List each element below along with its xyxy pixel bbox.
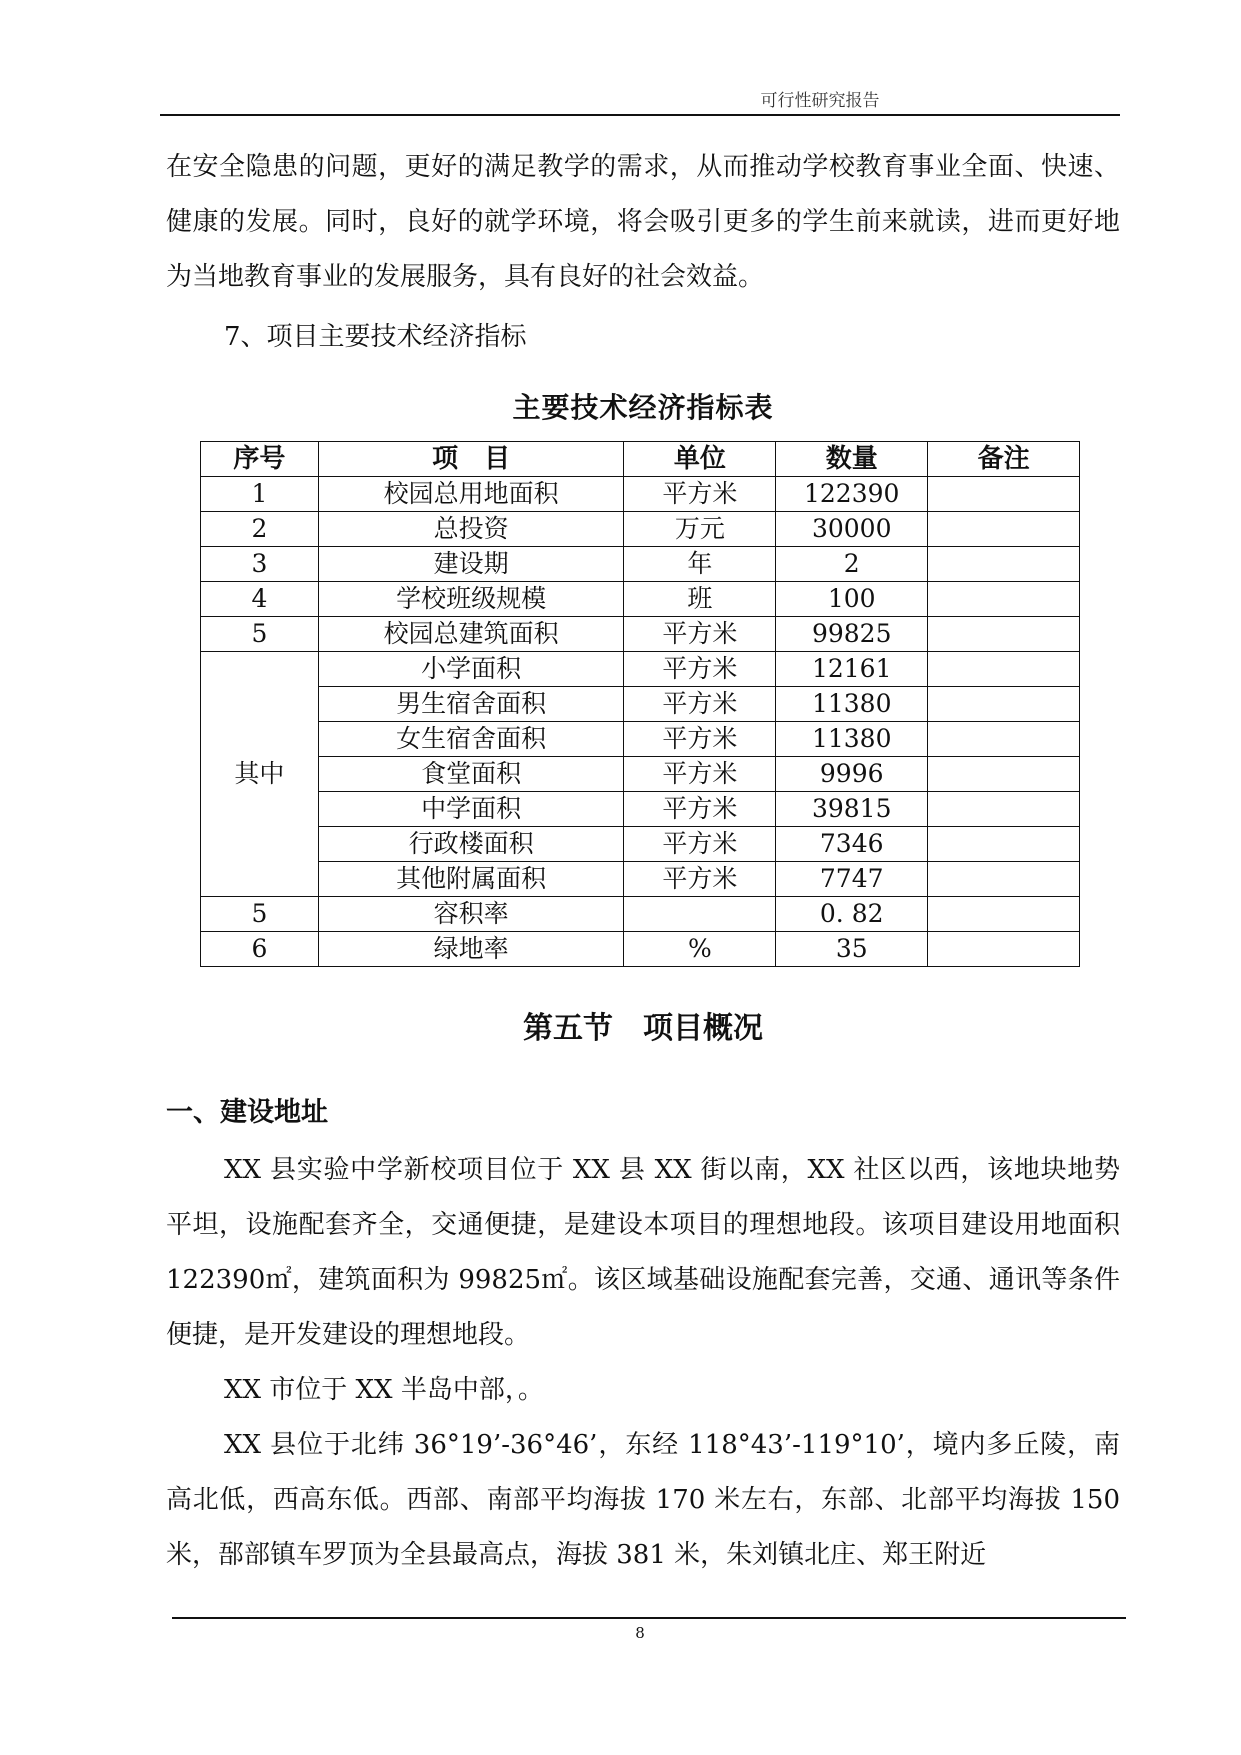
cell-qty: 122390 — [776, 477, 928, 512]
header-title: 可行性研究报告 — [760, 91, 880, 111]
cell-item: 绿地率 — [318, 932, 624, 967]
cell-qty: 11380 — [776, 722, 928, 757]
indicator-table — [200, 441, 1080, 967]
table-row — [201, 862, 1080, 897]
table-header-row — [201, 442, 1080, 477]
header-cell-no: 序号 — [201, 442, 319, 477]
cell-item: 行政楼面积 — [318, 827, 624, 862]
cell-qty: 12161 — [776, 652, 928, 687]
cell-no: 1 — [201, 477, 319, 512]
cell-note — [928, 722, 1080, 757]
group-label-cell: 其中 — [201, 652, 319, 897]
header-cell-item: 项 目 — [318, 442, 624, 477]
subsection-title: 一、建设地址 — [166, 1097, 328, 1128]
header-cell-unit: 单位 — [624, 442, 776, 477]
cell-no: 2 — [201, 512, 319, 547]
table-row — [201, 827, 1080, 862]
cell-note — [928, 687, 1080, 722]
cell-item: 中学面积 — [318, 792, 624, 827]
cell-qty: 11380 — [776, 687, 928, 722]
cell-note — [928, 652, 1080, 687]
cell-item: 校园总建筑面积 — [318, 617, 624, 652]
table-row — [201, 687, 1080, 722]
cell-unit: 平方米 — [624, 652, 776, 687]
cell-unit — [624, 897, 776, 932]
cell-item: 学校班级规模 — [318, 582, 624, 617]
cell-item: 总投资 — [318, 512, 624, 547]
table-row — [201, 582, 1080, 617]
cell-item: 女生宿舍面积 — [318, 722, 624, 757]
cell-note — [928, 827, 1080, 862]
table-row — [201, 932, 1080, 967]
table-row — [201, 547, 1080, 582]
table-row — [201, 652, 1080, 687]
cell-item: 建设期 — [318, 547, 624, 582]
cell-item: 男生宿舍面积 — [318, 687, 624, 722]
cell-item: 校园总用地面积 — [318, 477, 624, 512]
body-paragraph: XX 县位于北纬 36°19’-36°46’，东经 118°43’-119°10’，境内多丘陵，南高北低，西高东低。西部、南部平均海拔 170 米左右，东部、北部平均海拔 150 米，郚部镇车罗顶为全县最高点，海拔 381 米，朱刘镇北庄、郑王附近 — [166, 1430, 1120, 1570]
cell-note — [928, 582, 1080, 617]
table-row — [201, 897, 1080, 932]
cell-note — [928, 547, 1080, 582]
cell-note — [928, 932, 1080, 967]
cell-unit: 平方米 — [624, 757, 776, 792]
cell-item: 容积率 — [318, 897, 624, 932]
cell-unit: 平方米 — [624, 862, 776, 897]
header-rule — [160, 114, 1120, 116]
cell-item: 食堂面积 — [318, 757, 624, 792]
cell-qty: 7346 — [776, 827, 928, 862]
cell-qty: 35 — [776, 932, 928, 967]
cell-item: 小学面积 — [318, 652, 624, 687]
cell-note — [928, 617, 1080, 652]
cell-unit: 平方米 — [624, 722, 776, 757]
cell-qty: 7747 — [776, 862, 928, 897]
cell-unit: 万元 — [624, 512, 776, 547]
table-row — [201, 512, 1080, 547]
cell-qty: 9996 — [776, 757, 928, 792]
cell-unit: 年 — [624, 547, 776, 582]
cell-note — [928, 477, 1080, 512]
cell-qty: 99825 — [776, 617, 928, 652]
cell-no: 6 — [201, 932, 319, 967]
header-cell-qty: 数量 — [776, 442, 928, 477]
cell-note — [928, 862, 1080, 897]
item-heading: 7、项目主要技术经济指标 — [224, 322, 527, 352]
page-number: 8 — [635, 1624, 645, 1642]
header-cell-note: 备注 — [928, 442, 1080, 477]
cell-unit: 平方米 — [624, 687, 776, 722]
cell-qty: 0. 82 — [776, 897, 928, 932]
table-row — [201, 477, 1080, 512]
cell-qty: 2 — [776, 547, 928, 582]
cell-note — [928, 512, 1080, 547]
cell-unit: 平方米 — [624, 792, 776, 827]
table-row — [201, 792, 1080, 827]
cell-qty: 100 — [776, 582, 928, 617]
table-row — [201, 757, 1080, 792]
body-paragraph: XX 县实验中学新校项目位于 XX 县 XX 街以南，XX 社区以西，该地块地势平坦，设施配套齐全，交通便捷，是建设本项目的理想地段。该项目建设用地面积 122390㎡，建筑面积为 99825㎡。该区域基础设施配套完善，交通、通讯等条件便捷，是开发建设的理想地段。 — [166, 1155, 1120, 1350]
cell-no: 3 — [201, 547, 319, 582]
section-title: 第五节 项目概况 — [523, 1011, 763, 1046]
table-row — [201, 617, 1080, 652]
cell-note — [928, 757, 1080, 792]
cell-no: 5 — [201, 617, 319, 652]
footer-rule — [172, 1617, 1126, 1619]
cell-qty: 30000 — [776, 512, 928, 547]
cell-unit: 平方米 — [624, 477, 776, 512]
cell-item: 其他附属面积 — [318, 862, 624, 897]
cell-note — [928, 792, 1080, 827]
cell-no: 5 — [201, 897, 319, 932]
cell-unit: 平方米 — [624, 827, 776, 862]
cell-qty: 39815 — [776, 792, 928, 827]
cell-unit: % — [624, 932, 776, 967]
table-title: 主要技术经济指标表 — [512, 391, 774, 424]
body-paragraph: XX 市位于 XX 半岛中部，。 — [224, 1375, 544, 1405]
cell-note — [928, 897, 1080, 932]
cell-unit: 平方米 — [624, 617, 776, 652]
cell-unit: 班 — [624, 582, 776, 617]
intro-paragraph: 在安全隐患的问题，更好的满足教学的需求，从而推动学校教育事业全面、快速、健康的发展。同时，良好的就学环境，将会吸引更多的学生前来就读，进而更好地为当地教育事业的发展服务，具有良好的社会效益。 — [166, 152, 1120, 292]
cell-no: 4 — [201, 582, 319, 617]
table-row — [201, 722, 1080, 757]
